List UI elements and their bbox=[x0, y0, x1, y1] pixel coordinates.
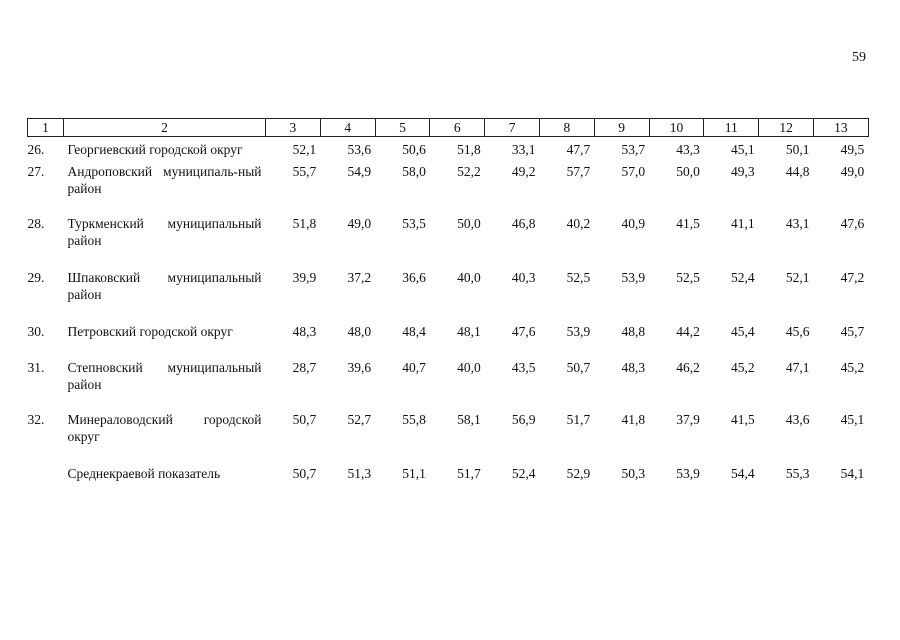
column-header-13: 13 bbox=[813, 119, 868, 137]
row-value-col-7: 47,6 bbox=[511, 323, 536, 339]
row-value-col-7: 49,2 bbox=[511, 163, 536, 179]
column-header-5: 5 bbox=[375, 119, 430, 137]
row-value-col-13: 45,7 bbox=[840, 323, 865, 339]
row-value-col-4: 39,6 bbox=[347, 359, 372, 375]
row-value-col-7: 52,4 bbox=[511, 465, 536, 481]
page-number: 59 bbox=[852, 50, 866, 65]
row-value-col-6: 40,0 bbox=[457, 359, 481, 375]
row-value-col-11: 52,4 bbox=[731, 269, 755, 285]
row-value-col-8: 53,9 bbox=[566, 323, 591, 339]
row-value-col-13: 47,2 bbox=[840, 269, 865, 285]
table-row bbox=[28, 137, 869, 163]
row-number: 31. bbox=[27, 359, 45, 375]
row-value-col-11: 41,5 bbox=[731, 411, 755, 427]
row-value-col-9: 50,3 bbox=[621, 465, 646, 481]
column-header-7: 7 bbox=[485, 119, 540, 137]
row-value-col-11: 45,2 bbox=[731, 359, 755, 375]
row-value-col-4: 53,6 bbox=[347, 142, 372, 157]
row-value-col-8: 50,7 bbox=[566, 359, 591, 375]
row-value-col-4: 49,0 bbox=[347, 215, 372, 231]
row-value-col-6: 58,1 bbox=[457, 411, 481, 427]
row-value-col-12: 43,1 bbox=[785, 215, 810, 231]
row-value-col-3: 39,9 bbox=[292, 269, 317, 285]
row-value-col-3: 50,7 bbox=[292, 411, 317, 427]
row-value-col-4: 37,2 bbox=[347, 269, 372, 285]
row-value-col-12: 47,1 bbox=[785, 359, 810, 375]
row-value-col-9: 57,0 bbox=[621, 163, 646, 179]
table-body bbox=[28, 137, 869, 499]
table-row bbox=[28, 163, 869, 215]
row-value-col-13: 54,1 bbox=[840, 465, 865, 481]
row-value-col-5: 40,7 bbox=[402, 359, 426, 375]
row-value-col-10: 43,3 bbox=[676, 142, 700, 157]
table-row bbox=[28, 465, 869, 499]
row-value-col-5: 58,0 bbox=[402, 163, 426, 179]
row-value-col-3: 52,1 bbox=[292, 142, 317, 157]
row-value-col-5: 48,4 bbox=[402, 323, 426, 339]
row-number: 26. bbox=[27, 142, 45, 157]
row-value-col-3: 55,7 bbox=[292, 163, 317, 179]
row-value-col-7: 40,3 bbox=[511, 269, 536, 285]
row-value-col-5: 36,6 bbox=[402, 269, 426, 285]
row-name: Степновский муниципальный район bbox=[67, 359, 262, 392]
row-value-col-10: 52,5 bbox=[676, 269, 700, 285]
row-value-col-6: 52,2 bbox=[457, 163, 481, 179]
row-name: Петровский городской округ bbox=[67, 323, 233, 339]
row-value-col-13: 45,2 bbox=[840, 359, 865, 375]
row-name: Шпаковский муниципальный район bbox=[67, 269, 262, 302]
column-header-2: 2 bbox=[64, 119, 266, 137]
row-value-col-13: 45,1 bbox=[840, 411, 865, 427]
row-value-col-13: 49,5 bbox=[840, 142, 865, 157]
column-header-9: 9 bbox=[594, 119, 649, 137]
row-value-col-12: 45,6 bbox=[785, 323, 810, 339]
row-value-col-11: 41,1 bbox=[731, 215, 755, 231]
row-value-col-10: 50,0 bbox=[676, 163, 700, 179]
row-value-col-6: 40,0 bbox=[457, 269, 481, 285]
row-value-col-9: 40,9 bbox=[621, 215, 646, 231]
row-value-col-4: 52,7 bbox=[347, 411, 372, 427]
row-value-col-8: 40,2 bbox=[566, 215, 591, 231]
column-header-3: 3 bbox=[266, 119, 321, 137]
row-number: 32. bbox=[27, 411, 45, 427]
row-value-col-3: 50,7 bbox=[292, 465, 317, 481]
row-value-col-13: 49,0 bbox=[840, 163, 865, 179]
row-number: 27. bbox=[27, 163, 45, 179]
column-header-8: 8 bbox=[539, 119, 594, 137]
row-value-col-9: 53,9 bbox=[621, 269, 646, 285]
row-number: 28. bbox=[27, 215, 45, 231]
row-number: 30. bbox=[27, 323, 45, 339]
row-name: Андроповский муниципаль-ный район bbox=[67, 163, 262, 196]
row-value-col-3: 51,8 bbox=[292, 215, 317, 231]
row-value-col-6: 51,8 bbox=[457, 142, 481, 157]
row-value-col-6: 48,1 bbox=[457, 323, 481, 339]
row-value-col-5: 51,1 bbox=[402, 465, 426, 481]
table-row bbox=[28, 323, 869, 359]
row-value-col-12: 52,1 bbox=[785, 269, 810, 285]
column-header-6: 6 bbox=[430, 119, 485, 137]
row-value-col-12: 43,6 bbox=[785, 411, 810, 427]
row-value-col-8: 51,7 bbox=[566, 411, 591, 427]
row-value-col-8: 57,7 bbox=[566, 163, 591, 179]
row-value-col-12: 44,8 bbox=[785, 163, 810, 179]
column-header-10: 10 bbox=[649, 119, 704, 137]
row-value-col-12: 50,1 bbox=[785, 142, 810, 157]
table-row bbox=[28, 269, 869, 323]
row-value-col-6: 50,0 bbox=[457, 215, 481, 231]
row-value-col-9: 48,3 bbox=[621, 359, 646, 375]
row-value-col-3: 28,7 bbox=[292, 359, 317, 375]
row-value-col-4: 48,0 bbox=[347, 323, 372, 339]
column-header-1: 1 bbox=[28, 119, 64, 137]
row-value-col-7: 33,1 bbox=[511, 142, 536, 157]
row-value-col-7: 46,8 bbox=[511, 215, 536, 231]
table-header bbox=[28, 119, 869, 137]
row-value-col-3: 48,3 bbox=[292, 323, 317, 339]
row-value-col-10: 37,9 bbox=[676, 411, 700, 427]
row-number bbox=[28, 465, 64, 499]
row-value-col-8: 47,7 bbox=[566, 142, 591, 157]
row-value-col-5: 53,5 bbox=[402, 215, 426, 231]
row-value-col-5: 50,6 bbox=[402, 142, 426, 157]
row-value-col-12: 55,3 bbox=[785, 465, 810, 481]
row-value-col-10: 46,2 bbox=[676, 359, 700, 375]
row-value-col-8: 52,5 bbox=[566, 269, 591, 285]
row-value-col-6: 51,7 bbox=[457, 465, 481, 481]
row-number: 29. bbox=[27, 269, 45, 285]
row-value-col-9: 48,8 bbox=[621, 323, 646, 339]
row-value-col-11: 45,4 bbox=[731, 323, 755, 339]
table-row bbox=[28, 359, 869, 411]
row-value-col-10: 44,2 bbox=[676, 323, 700, 339]
row-value-col-5: 55,8 bbox=[402, 411, 426, 427]
row-value-col-13: 47,6 bbox=[840, 215, 865, 231]
column-header-11: 11 bbox=[704, 119, 759, 137]
row-value-col-10: 53,9 bbox=[676, 465, 700, 481]
row-name: Минераловодский городской округ bbox=[67, 411, 262, 444]
header-row bbox=[28, 119, 869, 137]
row-name: Среднекраевой показатель bbox=[67, 465, 221, 481]
data-table bbox=[27, 118, 869, 499]
column-header-12: 12 bbox=[759, 119, 814, 137]
row-value-col-11: 54,4 bbox=[731, 465, 755, 481]
table-row bbox=[28, 215, 869, 269]
row-value-col-8: 52,9 bbox=[566, 465, 591, 481]
row-value-col-10: 41,5 bbox=[676, 215, 700, 231]
table-row bbox=[28, 411, 869, 465]
row-name: Туркменский муниципальный район bbox=[67, 215, 262, 248]
column-header-4: 4 bbox=[320, 119, 375, 137]
row-value-col-11: 49,3 bbox=[731, 163, 755, 179]
row-value-col-4: 54,9 bbox=[347, 163, 372, 179]
row-name: Георгиевский городской округ bbox=[67, 142, 243, 157]
row-value-col-7: 43,5 bbox=[511, 359, 536, 375]
row-value-col-4: 51,3 bbox=[347, 465, 372, 481]
row-value-col-7: 56,9 bbox=[511, 411, 536, 427]
row-value-col-9: 41,8 bbox=[621, 411, 646, 427]
row-value-col-11: 45,1 bbox=[731, 142, 755, 157]
row-value-col-9: 53,7 bbox=[621, 142, 646, 157]
